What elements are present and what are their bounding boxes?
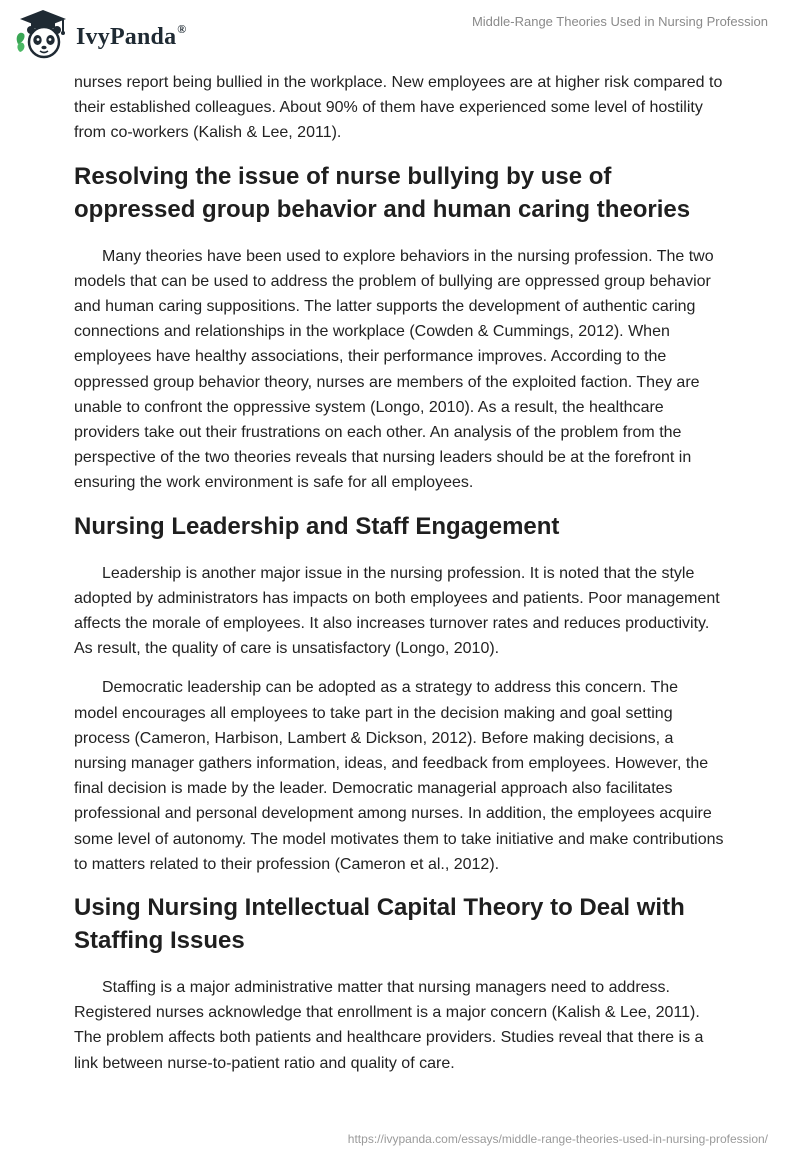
paragraph: Staffing is a major administrative matter that nursing managers need to address. Registered nurses acknowledge that enrollment is a major concern (Kalish & Lee, 2011). The problem affects both patients and healthcare providers. Studies reveal that there is a link between nurse-to-patient ratio and quality of care.: [74, 979, 704, 1072]
brand-name: IvyPanda®: [76, 21, 187, 50]
paragraph: Leadership is another major issue in the nursing profession. It is noted that the style adopted by administrators has impacts on both employees and patients. Poor management affects the morale of employees. It also increases turnover rates and reduces productivity. As result, the quality of care is unsatisfactory (Longo, 2010).: [74, 564, 720, 658]
intro-paragraph: nurses report being bullied in the workplace. New employees are at higher risk compared to their established colleagues. About 90% of them have experienced some level of hostility from co-workers (Kalish & Lee, 2011).: [74, 74, 723, 142]
document-title: Middle-Range Theories Used in Nursing Profession: [471, 14, 768, 29]
source-url[interactable]: https://ivypanda.com/essays/middle-range-theories-used-in-nursing-profession/: [347, 1132, 768, 1146]
page-header: [0, 0, 800, 70]
paragraph: Democratic leadership can be adopted as a strategy to address this concern. The model encourages all employees to take part in the decision making and goal setting process (Cameron, Harbison, Lambert & Dickson, 2012). Before making decisions, a nursing manager gathers information, ideas, and feedback from employees. However, the final decision is made by the leader. Democratic managerial approach also facilitates professional and personal development among nurses. In addition, the employees acquire some level of autonomy. The model motivates them to take initiative and make contributions to matters related to their profession (Cameron et al., 2012).: [74, 679, 724, 873]
paragraph: Many theories have been used to explore behaviors in the nursing profession. The two models that can be used to address the problem of bullying are oppressed group behavior and human caring suppositions. The latter supports the development of authentic caring connections and relationships in the workplace (Cowden & Cummings, 2012). When employees have healthy associations, their performance improves. According to the oppressed group behavior theory, nurses are members of the exploited faction. They are unable to confront the oppressive system (Longo, 2010). As a result, the healthcare providers take out their frustrations on each other. An analysis of the problem from the perspective of the two theories reveals that nursing leaders should be at the forefront in ensuring the work environment is safe for all employees.: [74, 247, 714, 492]
section-heading-leadership: Nursing Leadership and Staff Engagement: [74, 512, 560, 540]
section-heading-staffing: Using Nursing Intellectual Capital Theory to Deal with Staffing Issues: [74, 894, 685, 955]
section-heading-bullying: Resolving the issue of nurse bullying by use of oppressed group behavior and human caring theories: [74, 162, 691, 223]
ivypanda-logo[interactable]: [14, 8, 186, 62]
article-body: [74, 70, 726, 1090]
panda-graduate-icon: [14, 8, 72, 62]
